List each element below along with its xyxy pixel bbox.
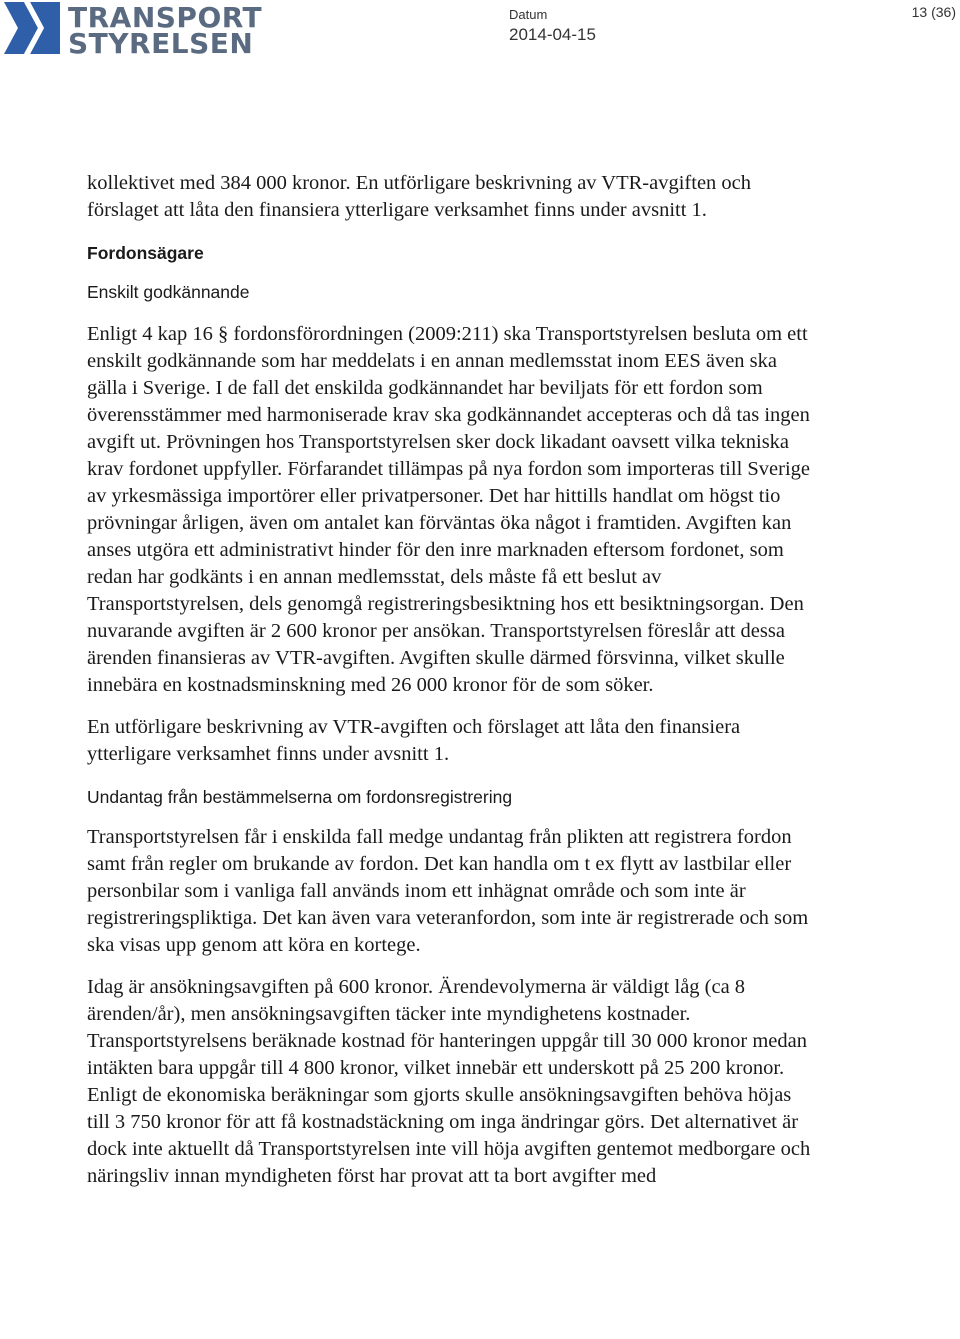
logo-arrow-icon bbox=[4, 2, 60, 54]
paragraph-undantag: Transportstyrelsen får i enskilda fall medge undantag från plikten att registrera fordon samt från regler om brukande av fordon. Det kan handla om t ex flytt av lastbilar eller personbilar som i vanliga fall används inom ett inhägnat område och som inte är registreringspliktiga. Det kan även vara veteranfordon, som inte är registrerade och som ska visas upp genom att köra en kortege. bbox=[87, 826, 809, 956]
subheading-undantag: Undantag från bestämmelserna om fordonsregistrering bbox=[87, 787, 513, 807]
date-label: Datum bbox=[509, 7, 548, 22]
transportstyrelsen-logo bbox=[4, 1, 263, 60]
logo-text-line2: STYRELSEN bbox=[68, 27, 254, 60]
section-heading-fordonsagare: Fordonsägare bbox=[87, 243, 204, 263]
intro-paragraph: kollektivet med 384 000 kronor. En utförligare beskrivning av VTR-avgiften och förslaget att låta den finansiera ytterligare verksamhet finns under avsnitt 1. bbox=[87, 172, 752, 221]
paragraph-enskilt-godkannande: Enligt 4 kap 16 § fordonsförordningen (2009:211) ska Transportstyrelsen besluta om ett enskilt godkännande som har meddelats i en annan medlemsstat inom EES även ska gälla i Sverige. I de fall det enskilda godkännandet har beviljats för ett fordon som överensstämmer med harmoniserade krav ska godkännandet accepteras och då tas ingen avgift ut. Prövningen hos Transportstyrelsen sker dock likadant oavsett vilka tekniska krav fordonet uppfyller. Förfarandet tillämpas på nya fordon som importeras till Sverige av yrkesmässiga importörer eller privatpersoner. Det har hittills handlat om högst tio prövningar årligen, även om antalet kan förväntas öka något i framtiden. Avgiften kan anses utgöra ett administrativt hinder för den inre marknaden eftersom fordonet, som redan har godkänts i en annan medlemsstat, dels måste få ett beslut av Transportstyrelsen, dels genomgå registreringsbesiktning hos ett besiktningsorgan. Den nuvarande avgiften är 2 600 kronor per ansökan. Transportstyrelsen föreslår att dessa ärenden finansieras av VTR-avgiften. Avgiften skulle därmed försvinna, vilket skulle innebära en kostnadsminskning med 26 000 kronor för de som söker. bbox=[87, 323, 811, 696]
paragraph-ansokningsavgift: Idag är ansökningsavgiften på 600 kronor. Ärendevolymerna är väldigt låg (ca 8 ärenden/år), men ansökningsavgiften täcker inte myndighetens kostnader. Transportstyrelsens beräknade kostnad för hanteringen uppgår till 30 000 kronor medan intäkten bara uppgår till 4 800 kronor, vilket innebär ett underskott på 25 200 kronor. Enligt de ekonomiska beräkningar som gjorts skulle ansökningsavgiften behöva höjas till 3 750 kronor för att få kostnadstäckning om inga ändringar görs. Det alternativet är dock inte aktuellt då Transportstyrelsen inte vill höja avgiften gentemot medborgare och näringsliv innan myndigheten först har provat att ta bort avgifter med bbox=[87, 976, 811, 1187]
subheading-enskilt-godkannande: Enskilt godkännande bbox=[87, 282, 250, 302]
date-value: 2014-04-15 bbox=[509, 25, 596, 44]
page-header bbox=[0, 0, 960, 60]
logo-text-line1: TRANSPORT bbox=[68, 1, 263, 34]
paragraph-vtr-avgift: En utförligare beskrivning av VTR-avgiften och förslaget att låta den finansiera ytterligare verksamhet finns under avsnitt 1. bbox=[87, 716, 741, 765]
page-number: 13 (36) bbox=[911, 4, 956, 20]
document-body bbox=[87, 170, 812, 1190]
